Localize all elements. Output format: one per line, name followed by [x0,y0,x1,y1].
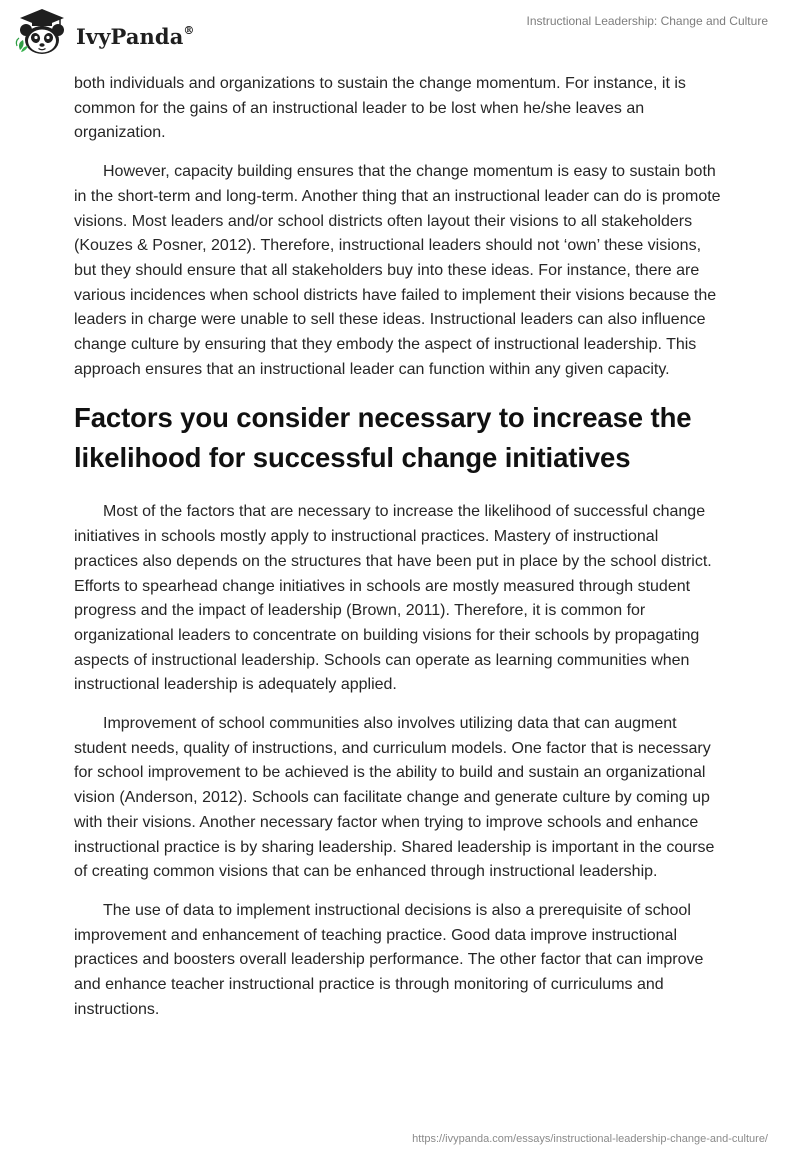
registered-mark: ® [183,23,195,37]
paragraph-continued: both individuals and organizations to sustain the change momentum. For instance, it is common for the gains of an instructional leader to be lost when he/she leaves an organization. [74,75,686,142]
document-title: Instructional Leadership: Change and Culture [526,14,768,28]
paragraph: Most of the factors that are necessary to increase the likelihood of successful change initiatives in schools mostly apply to instructional practices. Mastery of instructional practices also depends on the structures that have been put in place by the school district. Efforts to spearhead change initiatives in schools are mostly measured through student progress and the impact of leadership (Brown, 2011). Therefore, it is common for organizational leaders to concentrate on building visions for their schools by propagating aspects of instructional leadership. Schools can operate as learning communities when instructional leadership is adequately applied. [74,503,712,694]
ivypanda-logo[interactable] [14,6,195,58]
essay-body [74,72,726,1037]
brand-name [76,24,195,49]
paragraph: The use of data to implement instructional decisions is also a prerequisite of school improvement and enhancement of teaching practice. Good data improve instructional practices and boosters overall leadership performance. The other factor that can improve and enhance teacher instructional practice is through monitoring of curriculums and instructions. [74,901,704,1018]
source-url: https://ivypanda.com/essays/instructional-leadership-change-and-culture/ [412,1133,768,1145]
brand-text: IvyPanda [76,23,184,49]
panda-logo-icon [14,6,70,58]
paragraph: However, capacity building ensures that the change momentum is easy to sustain both in the short-term and long-term. Another thing that an instructional leader can do is promote visions. Most leaders and/or school districts often layout their visions to all stakeholders (Kouzes & Posner, 2012). Therefore, instructional leaders should not ‘own’ these visions, but they should ensure that all stakeholders buy into these ideas. For instance, there are various incidences when school districts have failed to implement their visions because the leaders in charge were unable to sell these ideas. Instructional leaders can also influence change culture by ensuring that they embody the aspect of instructional leadership. This approach ensures that an instructional leader can function within any given capacity. [74,163,721,378]
section-heading: Factors you consider necessary to increase the likelihood for successful change initiatives [74,402,692,474]
paragraph: Improvement of school communities also involves utilizing data that can augment student needs, quality of instructions, and curriculum models. One factor that is necessary for school improvement to be achieved is the ability to build and sustain an organizational vision (Anderson, 2012). Schools can facilitate change and generate culture by coming up with their visions. Another necessary factor when trying to improve schools and enhance instructional practice is by sharing leadership. Shared leadership is important in the course of creating common visions that can be enhanced through instructional leadership. [74,715,715,881]
page-header [0,0,800,72]
